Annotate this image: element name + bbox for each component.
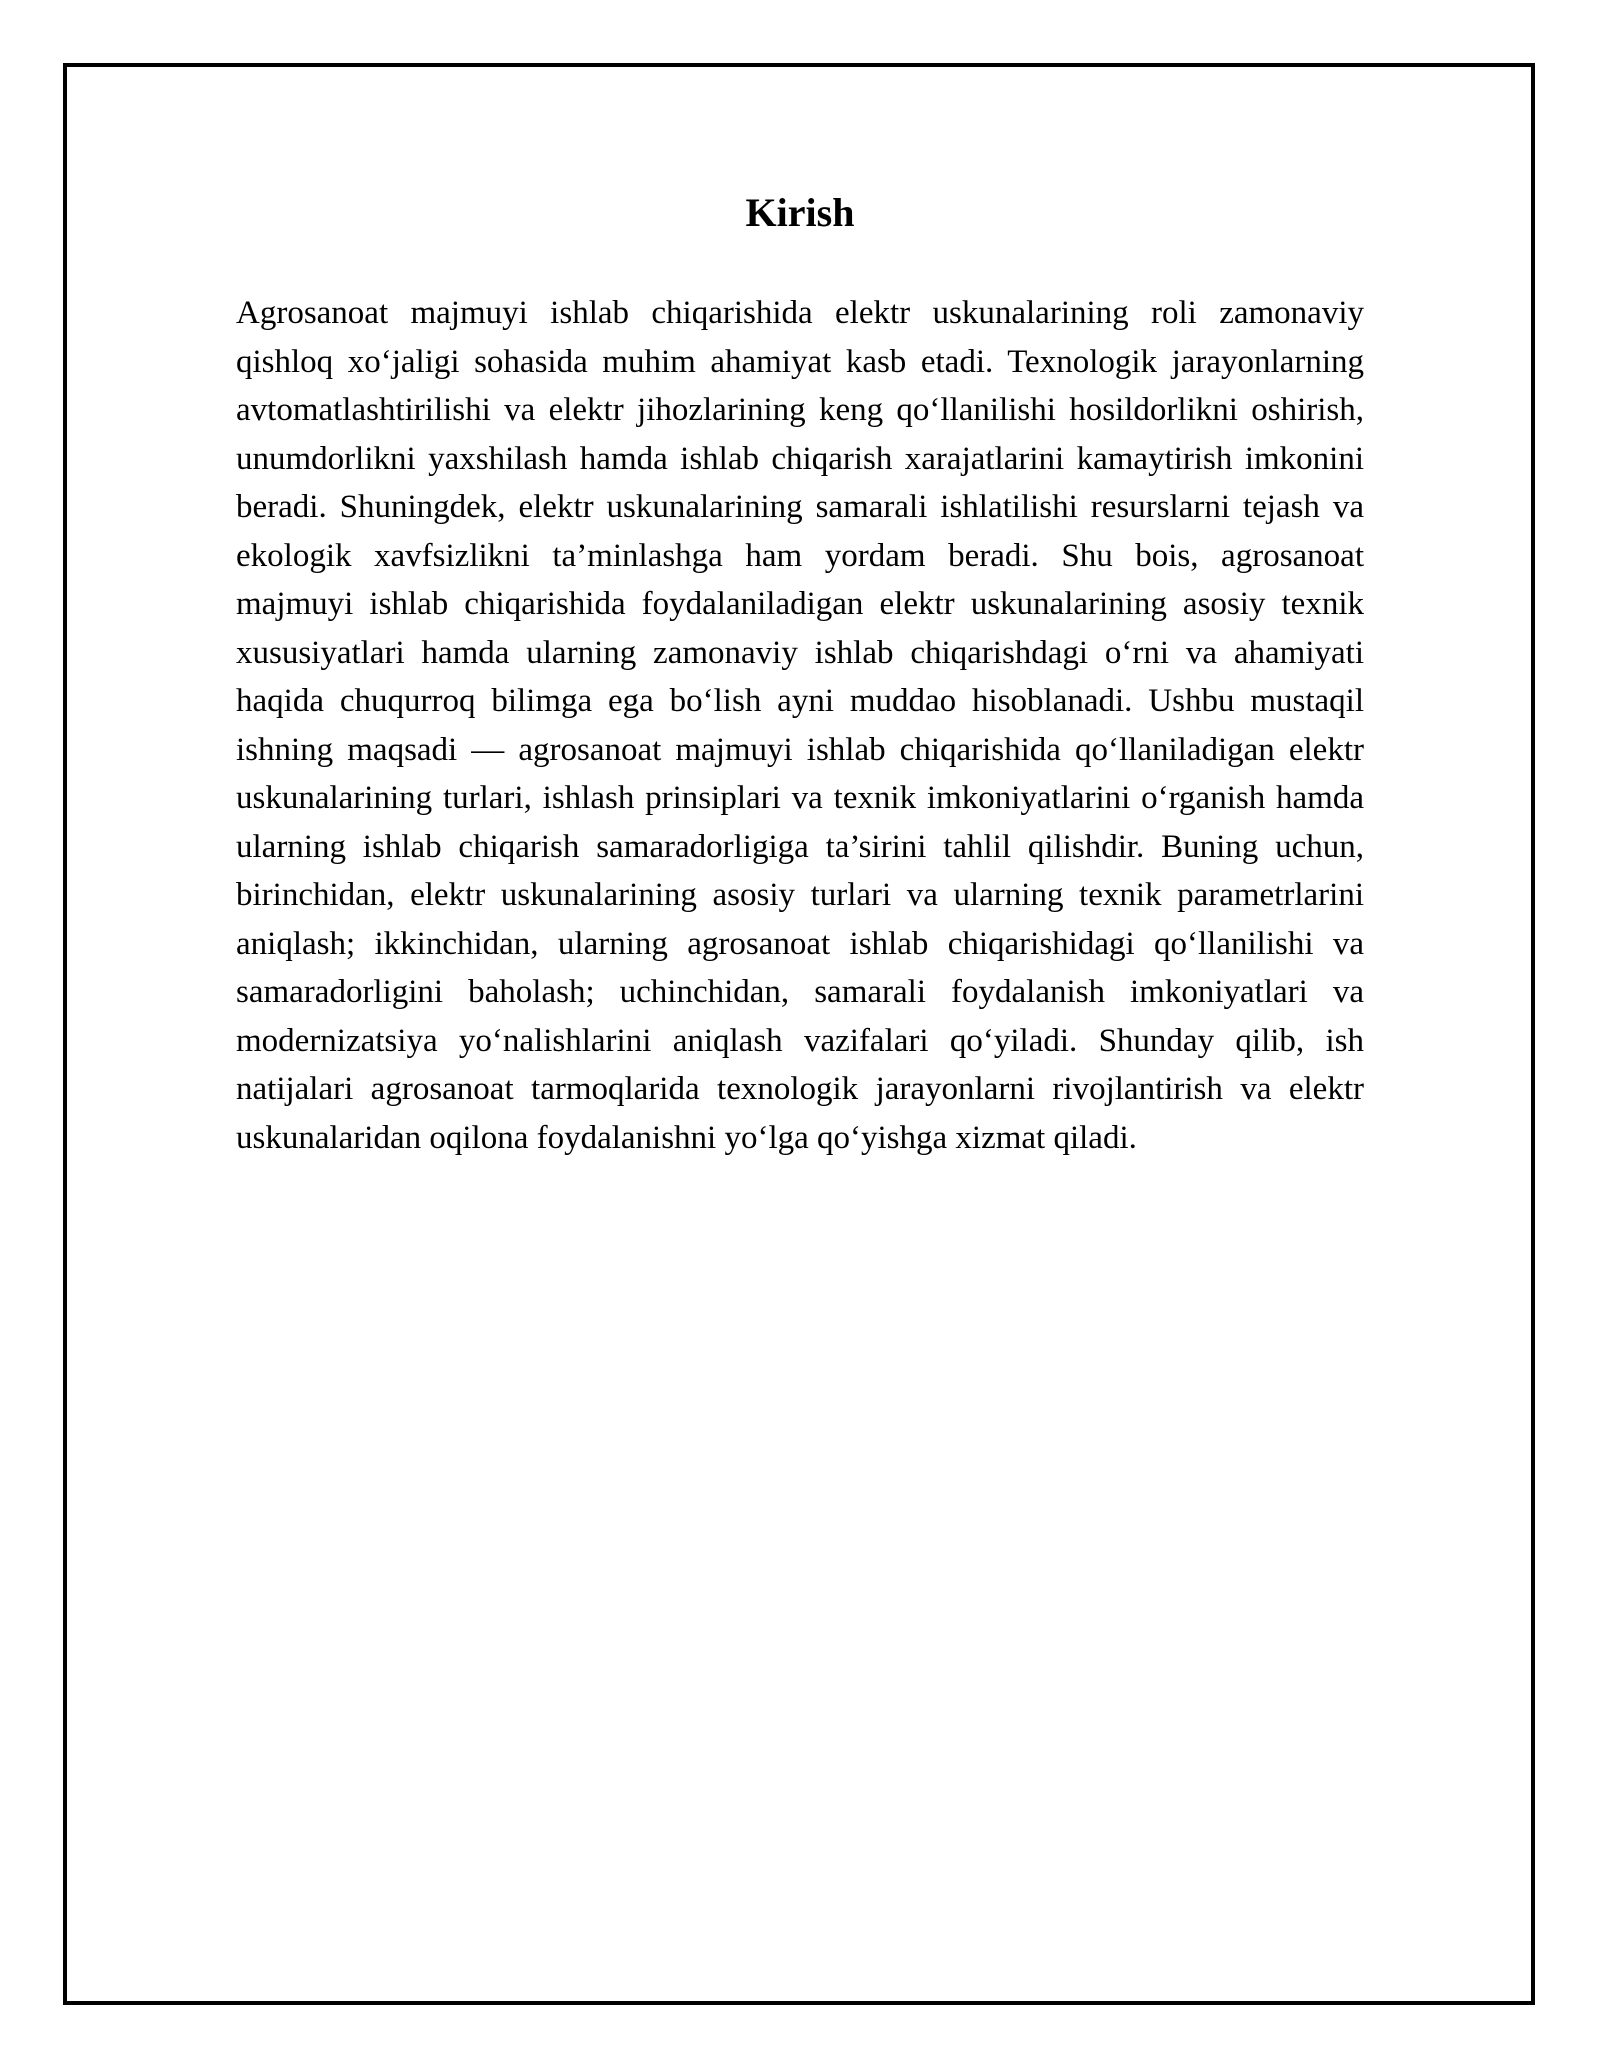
page-title: Kirish — [745, 190, 855, 235]
body-paragraph: Agrosanoat majmuyi ishlab chiqarishida elektr uskunalarining roli zamonaviy qishloq xo‘jaligi sohasida muhim ahamiyat kasb etadi. Texnologik jarayonlarning avtomatlashtirilishi va elektr jihozlarining keng qo‘llanilishi hosildorlikni oshirish, unumdorlikni yaxshilash hamda ishlab chiqarish xarajatlarini kamaytirish imkonini beradi. Shuningdek, elektr uskunalarining samarali ishlatilishi resurslarni tejash va ekologik xavfsizlikni ta’minlashga ham yordam beradi. Shu bois, agrosanoat majmuyi ishlab chiqarishida foydalaniladigan elektr uskunalarining asosiy texnik xususiyatlari hamda ularning zamonaviy ishlab chiqarishdagi o‘rni va ahamiyati haqida chuqurroq bilimga ega bo‘lish ayni muddao hisoblanadi. Ushbu mustaqil ishning maqsadi — agrosanoat majmuyi ishlab chiqarishida qo‘llaniladigan elektr uskunalarining turlari, ishlash prinsiplari va texnik imkoniyatlarini o‘rganish hamda ularning ishlab chiqarish samaradorligiga ta’sirini tahlil qilishdir. Buning uchun, birinchidan, elektr uskunalarining asosiy turlari va ularning texnik parametrlarini aniqlash; ikkinchidan, ularning agrosanoat ishlab chiqarishidagi qo‘llanilishi va samaradorligini baholash; uchinchidan, samarali foydalanish imkoniyatlari va modernizatsiya yo‘nalishlarini aniqlash vazifalari qo‘yiladi. Shunday qilib, ish natijalari agrosanoat tarmoqlarida texnologik jarayonlarni rivojlantirish va elektr uskunalaridan oqilona foydalanishni yo‘lga qo‘yishga xizmat qiladi. — [236, 295, 1364, 1156]
